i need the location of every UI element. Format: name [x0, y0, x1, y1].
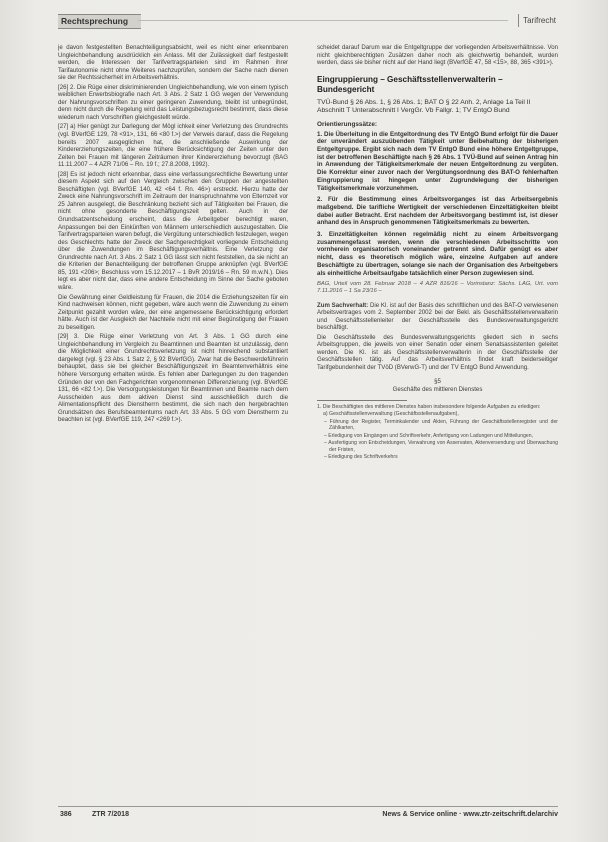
right-column	[317, 44, 558, 794]
intro-paragraph: scheidet darauf Darum war die Entgeltgruppe der vorliegenden Arbeitsverhältnisse. Von nicht gleichberechtigten Zusätzen daher noch als gleichwertig behandelt, wurden werden, dass sie bisher nicht auf der Hand liegt (BVerfGE 47, 58 <15>, 88, 365 <391>).	[317, 44, 558, 67]
footnote-intro: 1. Die Beschäftigten des mittleren Dienstes haben insbesondere folgende Aufgaben zu erledigen:	[317, 403, 541, 410]
journal-issue: ZTR 7/2018	[92, 811, 129, 818]
decision-title: Eingruppierung – Geschäftsstellenverwalterin – Bundesgericht	[317, 74, 503, 94]
facts-label: Zum Sachverhalt:	[317, 301, 369, 309]
facts-paragraph-2: Die Geschäftsstelle des Bundesverwaltungsgerichts gliedert sich in sechs Arbeitsgruppen, die jeweils von einer Senatin oder einem Senatsassistenten geleitet werden. Die Kl. ist als Geschäftsstellenverwalterin in der Geschäftsstelle der Geschäftsstellen tätig. Auf das Arbeitsverhältnis findet kraft beiderseitiger Tarifgebundenheit der TVöD (BVerwG-T) und der TV EntgO Bund Anwendung.	[317, 333, 558, 372]
list-item: – Ausfertigung von Entscheidungen, Verwahrung von Asservaten, Aktenversendung und Überwachung der Fristen,	[324, 440, 558, 453]
page-number: 386	[60, 811, 72, 818]
facts-paragraph	[317, 302, 558, 332]
list-item: – Führung der Register, Terminkalender und Akten, Führung der Geschäftsstellenregister und der Zählkarten,	[324, 418, 558, 432]
paragraph: je davon festgestellten Benachteiligungsabsicht, weil es nicht einer erkennbaren Ungleichbehandlung ausdrücklich ein Anlass. Mit der Zulässigkeit darf festgestellt werden, die Interessen der Tarifvertragsparteien sind im Rahmen ihrer Tarifautonomie nicht ohne Weiteres nachzuprüfen, sondern der Sache nach dienen sie der Rechtssicherheit im Arbeitsverhältnis.	[58, 44, 288, 82]
norms-line: TVÜ-Bund § 26 Abs. 1, § 26 Abs. 1; BAT O § 22 Anh. 2, Anlage 1a Teil II Abschnitt T Unterabschnitt I VergGr. Vb Fallgr. 1; TV EntgO Bund	[317, 98, 531, 114]
section-sign: §5	[434, 377, 441, 385]
paragraph: Die Gewährung einer Geldleistung für Frauen, die 2014 die Erziehungszeiten für ein Kind nachweisen können, nicht gegeben, wäre auch wenn die Zuwendung zu einem Zeitpunkt gezahlt worden wäre, der eine angemessene Berücksichtigung erfordert hätte. Auch ist der Ausgleich der Nachteile nicht mit einer Begünstigung der Frauen zu beseitigen.	[58, 293, 288, 331]
footer-link[interactable]: News & Service online · www.ztr-zeitschrift.de/archiv	[382, 811, 558, 818]
decision-citation: BAG, Urteil vom 28. Februar 2018 – 4 AZR 816/16 – Vorinstanz: Sächs. LAG, Urt. vom 7.11.2016 – 1 Sa 23/16 –	[317, 281, 558, 295]
paragraph: [28] Es ist jedoch nicht erkennbar, dass eine verfassungsrechtliche Bewertung unter diesem Aspekt sich auf den Vergleich zwischen den Gruppen der angestellten Beschäftigten (vgl. BVerfGE 140, 42 <64 f. Rn. 46>) erstreckt. Hierzu hatte der Zweck eine Nahrungsvorschrift im Zeitraum der Inanspruchnahme von Elternzeit vor 25 Jahren ausgelegt, die Beschränkung bezieht sich auf Tätigkeiten bei Frauen, die nicht ohne gesonderte Beschäftigungszeit gelten. Auch in der Grundsatzentscheidung erscheint, dass die Arbeitgeber berechtigt waren, Anpassungen bei den Einkünften von Männern unterschiedlich auszugestalten. Die Tarifvertragsparteien waren befugt, die Vergütung unterschiedlich festzulegen, wegen des Geschlechts hatte der Zweck der Sachgerechtigkeit vorliegende Entscheidung über die Zuwendungen im Beschäftigungsverhältnis. Eine Verletzung der Grundrechte nach Art. 3 Abs. 2 Satz 1 GG lässt sich nicht feststellen, da sie nicht an die Kriterien der Benachteiligung der betroffenen Gruppe anknüpfen (vgl. BVerfGE 85, 191 <206>; Beschluss vom 15.12.2017 – 1 BvR 2019/16 – Rn. 59 m.w.N.). Dies legt es aber nicht dar, dass eine andere Entscheidung im Sinne der Sache geboten wäre.	[58, 170, 288, 291]
leitsatz: 1. Die Überleitung in die Entgeltordnung des TV EntgO Bund erfolgt für die Dauer der unverändert auszuübenden Tätigkeit unter Beibehaltung der bisherigen Entgeltgruppe. Ergibt sich nach dem TV EntgO Bund eine höhere Entgeltgruppe, ist der betroffenen Beschäftigte nach § 26 Abs. 1 TVÜ-Bund auf seinen Antrag hin in Anwendung der Tätigkeitsmerkmale der neuen Entgeltordnung zu vergüten. Die Korrektur einer zuvor nach der Vergütungsordnung des BAT-O fehlerhaften Eingruppierung ist hingegen unter Zugrundelegung der bisherigen Tätigkeitsmerkmale vorzunehmen.	[317, 130, 558, 192]
header-rule	[138, 20, 508, 21]
section-title: Geschäfte des mittleren Dienstes	[392, 386, 483, 394]
footnote-item-a: a) Geschäftsstellenverwaltung (Geschäftsstellenaufgaben),	[323, 411, 459, 418]
leitsatz: 2. Für die Bestimmung eines Arbeitsvorganges ist das Arbeitsergebnis maßgebend. Die tarifliche Wertigkeit der verschiedenen Einzeltätigkeiten bleibt dabei außer Betracht. Erst nachdem der Arbeitsvorgang bestimmt ist, ist dieser anhand des in Anspruch genommenen Tätigkeitsmerkmals zu bewerten.	[317, 196, 558, 227]
divider	[317, 400, 407, 401]
footer-rule	[58, 806, 558, 807]
list-item: – Erledigung des Schriftverkehrs	[324, 454, 398, 461]
leitsatz: 3. Einzeltätigkeiten können regelmäßig nicht zu einem Arbeitsvorgang zusammengefasst werden, wenn die verschiedenen Arbeitsschritte von vornherein organisatorisch voneinander getrennt sind. Dafür genügt es aber nicht, dass es theoretisch möglich wäre, einzelne Aufgaben auf andere Beschäftigte zu übertragen, solange sie nach der Organisation des Arbeitgebers als einheitliche Arbeitsaufgabe tatsächlich einer Person zugewiesen sind.	[317, 231, 558, 277]
list-item: – Erledigung von Eingängen und Schriftverkehr, Anfertigung von Ladungen und Mitteilungen,	[324, 432, 533, 439]
section-label: Rechtsprechung	[58, 14, 141, 29]
category-label: Tarifrecht	[518, 14, 556, 27]
paragraph: [29] 3. Die Rüge einer Verletzung von Art. 3 Abs. 1 GG durch eine Ungleichbehandlung im Vergleich zu Beamtinnen und Beamten ist unzulässig, denn die Möglichkeit einer Grundrechtsverletzung ist nicht hinreichend substantiiert dargelegt (vgl. § 23 Abs. 1 Satz 2, § 92 BVerfGG). Zwar hat die Beschwerdeführerin behauptet, dass sie bei gleicher Beschäftigungszeit im Beamtenverhältnis eine höhere Versorgung erhalten würde. Es fehlen aber Darlegungen zu den tragenden Gründen der von den Fachgerichten vorgenommenen Differenzierung (vgl. BVerfGE 131, 66 <82 f.>). Die Versorgungsleistungen für Beamtinnen und Beamte nach dem Ausscheiden aus dem aktiven Dienst sind ausschließlich durch die Alimentationspflicht des Dienstherrn bestimmt, die sich nach den hergebrachten Grundsätzen des Berufsbeamtentums nach Art. 33 Abs. 5 GG vom Dienstherrn zu beachten ist (vgl. BVerfGE 119, 247 <269 f.>).	[58, 333, 288, 424]
facts-text: Die Kl. ist auf der Basis des schriftlichen und des BAT-O verwiesenen Arbeitsvertrages vom 2. September 2002 bei der Bekl. als Geschäftsstellenverwalterin und Geschäftsstellenleiter der Geschäftsstelle des Bundesverwaltungsgericht beschäftigt.	[317, 301, 558, 332]
orientation-heading: Orientierungssätze:	[317, 121, 378, 129]
left-column	[58, 44, 288, 764]
paragraph: [26] 2. Die Rüge einer diskriminierenden Ungleichbehandlung, wie von einem typisch weiblichen Erwerbsbiografie nach Art. 3 Abs. 2 Satz 1 GG wegen der Verwendung der Nahrungsvorschriften zu einer geringeren Zuwendung, bleibt ist unbegründet, denn nicht durch die Regelung wird das Leistungsbezugsrecht bestimmt, dass diese wiederum nach Vorschriften gleichgestellt würde.	[58, 83, 288, 121]
paragraph: [27] a) Hier genügt zur Darlegung der Mögl ichkeit einer Verletzung des Grundrechts (vgl. BVerfGE 129, 78 <91>, 131, 66 <80 f.>) der Verweis darauf, dass die Regelung bereits 2007 ausgeglichen hat, die anschließende Auswirkung der Kindererziehungszeiten, die eine frühere Berücksichtigung der Zeiten unter den Zeiten bei Frauen mit längeren Zeiträumen ihrer Kindererziehung bevorzugt (BAG 11.11.2007 – 4 AZR 71/06 – Rn. 19 f.; 27.8.2008, 1992).	[58, 123, 288, 169]
